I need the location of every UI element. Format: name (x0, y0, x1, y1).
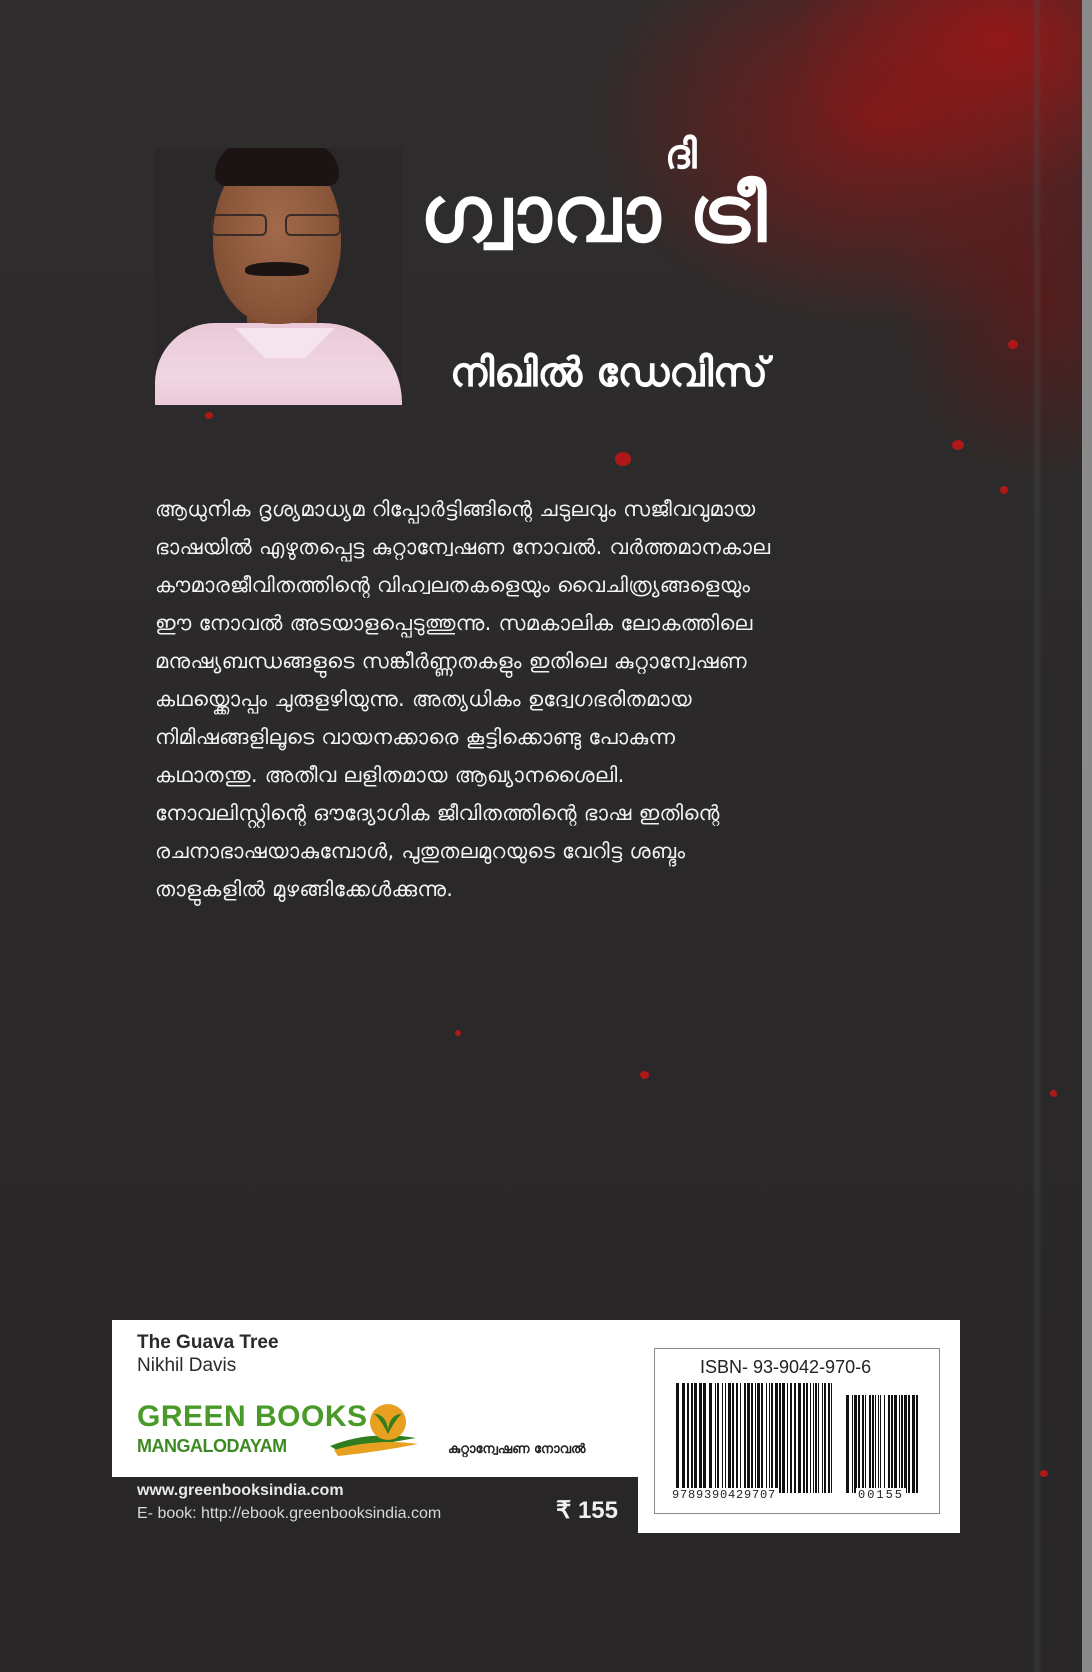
blood-splat (1000, 486, 1008, 494)
barcode-bar (715, 1383, 716, 1493)
barcode-bar (798, 1383, 801, 1493)
blood-splat (1050, 1090, 1057, 1097)
barcode-bar (751, 1383, 753, 1493)
blurb-line: ഭാഷയിൽ എഴുതപ്പെട്ട കുറ്റാന്വേഷണ നോവൽ. വർത്തമാനകാല (155, 535, 771, 559)
barcode-addon-icon (846, 1395, 920, 1493)
barcode-bar (872, 1395, 874, 1493)
barcode-bar (725, 1383, 726, 1493)
isbn-label: ISBN- 93-9042-970-6 (700, 1357, 872, 1377)
crease-line (1032, 0, 1042, 1672)
author-name: നിഖിൽ ഡേവിസ് (450, 350, 768, 396)
barcode-bar (888, 1395, 890, 1493)
barcode-bar (775, 1383, 778, 1493)
blood-splat (455, 1030, 461, 1036)
barcode-bar (822, 1383, 823, 1493)
barcode-bar (694, 1383, 697, 1493)
barcode-bar (703, 1383, 706, 1493)
cover-edge (1082, 0, 1092, 1672)
barcode-bar (709, 1383, 712, 1493)
barcode-bar (676, 1383, 679, 1493)
barcode-digits: 9789390429707 (672, 1488, 777, 1502)
barcode-bar (828, 1383, 830, 1493)
barcode-bar (790, 1383, 792, 1493)
barcode-icon (676, 1383, 836, 1493)
barcode-bar (904, 1395, 907, 1493)
blurb-line: ഈ നോവൽ അടയാളപ്പെടുത്തുന്നു. സമകാലിക ലോകത്തിലെ (155, 611, 753, 635)
blurb-line: നിമിഷങ്ങളിലൂടെ വായനക്കാരെ കൂട്ടിക്കൊണ്ടു പോകുന്ന (155, 725, 676, 749)
book-title: ഗ്വാവാ ട്രീ (420, 170, 768, 260)
blurb-line: ആധുനിക ദൃശ്യമാധ്യമ റിപ്പോർട്ടിങ്ങിന്റെ ചടുലവും സജീവവുമായ (155, 497, 756, 521)
barcode-bar (869, 1395, 871, 1493)
english-title: The Guava Tree (137, 1332, 279, 1353)
barcode-bar (732, 1383, 734, 1493)
author-photo (155, 148, 402, 405)
english-author: Nikhil Davis (137, 1355, 237, 1376)
blood-splat (1040, 1470, 1048, 1477)
barcode-bar (880, 1395, 881, 1493)
blood-splat (640, 1071, 649, 1079)
barcode-bar (755, 1383, 756, 1493)
barcode-bar (862, 1395, 864, 1493)
barcode-bar (865, 1395, 866, 1493)
blood-splat (205, 412, 213, 419)
blood-splat (1008, 340, 1018, 349)
barcode-bar (884, 1395, 885, 1493)
barcode-bar (831, 1383, 832, 1493)
title-small: ദി (665, 132, 697, 178)
barcode-bar (810, 1383, 811, 1493)
barcode-bar (806, 1383, 808, 1493)
barcode-bar (722, 1383, 723, 1493)
barcode-bar (908, 1395, 910, 1493)
barcode-bar (744, 1383, 746, 1493)
barcode-bar (682, 1383, 685, 1493)
blurb-line: കഥയ്ക്കൊപ്പം ചുരുളഴിയുന്നു. അത്യധികം ഉദ്വേഗഭരിതമായ (155, 687, 692, 711)
barcode-bar (736, 1383, 738, 1493)
barcode-bar (815, 1383, 817, 1493)
barcode-bar (771, 1383, 773, 1493)
barcode-bar (740, 1383, 741, 1493)
barcode-bar (894, 1395, 897, 1493)
barcode-bar (854, 1395, 857, 1493)
barcode-bar (803, 1383, 805, 1493)
website-link: www.greenbooksindia.com (137, 1482, 344, 1499)
barcode-bar (899, 1395, 900, 1493)
barcode-bar (782, 1383, 785, 1493)
barcode-bar (717, 1383, 719, 1493)
barcode-bar (787, 1383, 788, 1493)
blurb-line: കഥാതന്തു. അതീവ ലളിതമായ ആഖ്യാനശൈലി. (155, 763, 625, 787)
barcode-bar (691, 1383, 693, 1493)
barcode-bar (852, 1395, 853, 1493)
publisher-imprint: MANGALODAYAM (137, 1436, 287, 1456)
barcode-bar (728, 1383, 731, 1493)
barcode-bar (747, 1383, 750, 1493)
barcode-bar (916, 1395, 918, 1493)
barcode-bar (757, 1383, 760, 1493)
blurb-line: മനുഷ്യബന്ധങ്ങളുടെ സങ്കീർണ്ണതകളും ഇതിലെ കുറ്റാന്വേഷണ (155, 649, 747, 673)
barcode-bar (901, 1395, 903, 1493)
barcode-bar (818, 1383, 819, 1493)
barcode-bar (846, 1395, 849, 1493)
blood-splat (615, 452, 631, 466)
blood-splat (952, 440, 964, 450)
barcode-bar (813, 1383, 814, 1493)
barcode-bar (766, 1383, 767, 1493)
barcode-bar (912, 1395, 915, 1493)
barcode-bar (891, 1395, 893, 1493)
genre-label: കുറ്റാന്വേഷണ നോവൽ (448, 1442, 586, 1457)
blurb-line: താളുകളിൽ മുഴങ്ങിക്കേൾക്കുന്നു. (155, 877, 454, 901)
barcode-bar (858, 1395, 860, 1493)
publisher-leaf-logo-icon (320, 1400, 420, 1456)
barcode-bar (779, 1383, 781, 1493)
barcode-bar (878, 1395, 879, 1493)
addon-digits: 00155 (858, 1488, 905, 1502)
barcode-bar (699, 1383, 702, 1493)
blurb-line: രചനാഭാഷയാകുമ്പോൾ, പുതുതലമുറയുടെ വേറിട്ട ശബ്ദം (155, 839, 686, 863)
blurb-text (155, 490, 975, 908)
ebook-link: E- book: http://ebook.greenbooksindia.com (137, 1505, 442, 1522)
blurb-line: കൗമാരജീവിതത്തിന്റെ വിഹ്വലതകളെയും വൈചിത്ര്യങ്ങളെയും (155, 573, 751, 597)
barcode-bar (769, 1383, 770, 1493)
publisher-name: GREEN BOOKS (137, 1400, 368, 1433)
price-label: ₹ 155 (556, 1497, 618, 1524)
barcode-bar (761, 1383, 763, 1493)
barcode-bar (824, 1383, 826, 1493)
barcode-bar (794, 1383, 796, 1493)
blurb-line: നോവലിസ്റ്റിന്റെ ഔദ്യോഗിക ജീവിതത്തിന്റെ ഭാഷ ഇതിന്റെ (155, 801, 720, 825)
barcode-bar (687, 1383, 689, 1493)
barcode-bar (875, 1395, 876, 1493)
